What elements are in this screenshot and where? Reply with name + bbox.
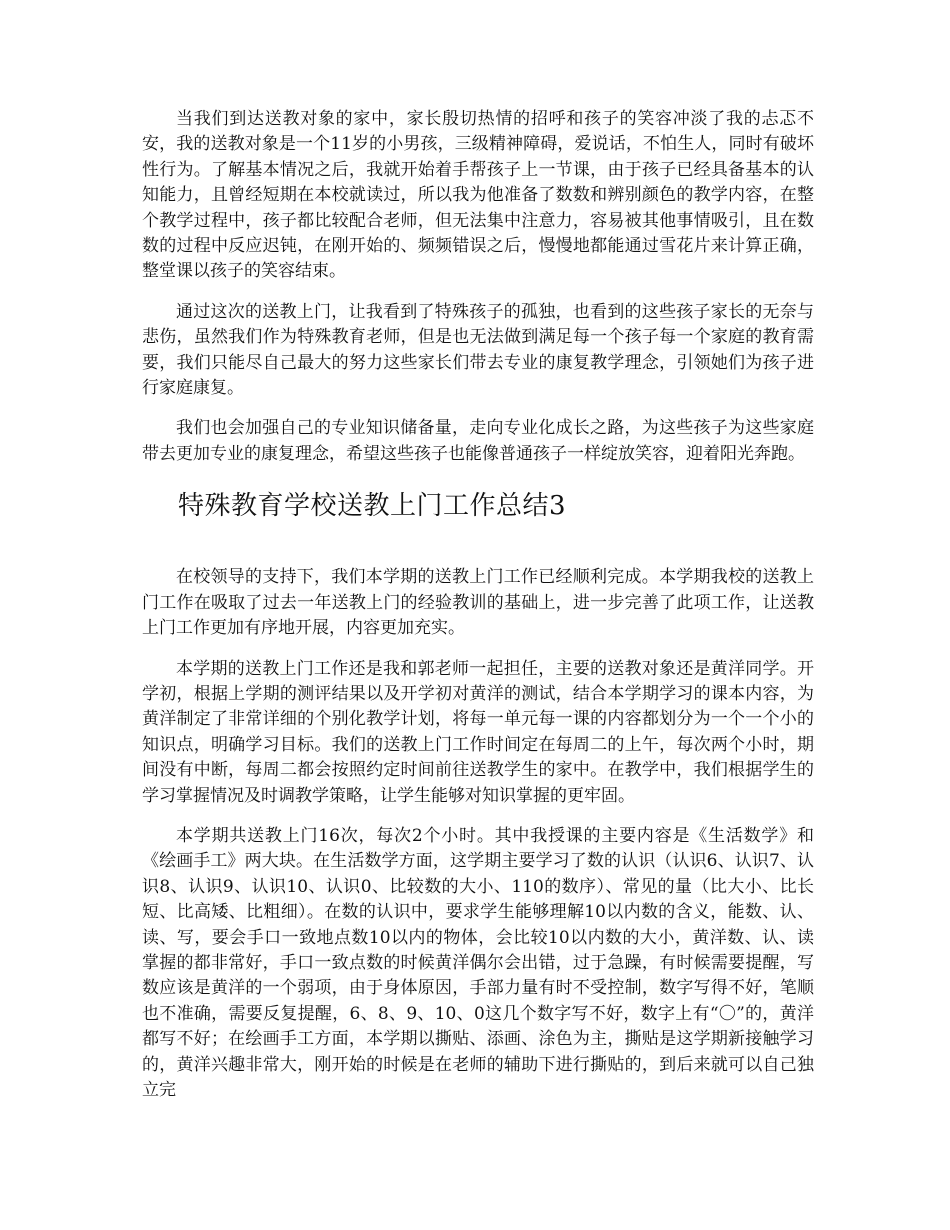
paragraph-commitment: 我们也会加强自己的专业知识储备量，走向专业化成长之路，为这些孩子为这些家庭带去更加专业的康复理念，希望这些孩子也能像普通孩子一样绽放笑容，迎着阳光奔跑。: [142, 418, 814, 464]
paragraph-arrangement: 本学期的送教上门工作还是我和郭老师一起担任，主要的送教对象还是黄洋同学。开学初，根据上学期的测评结果以及开学初对黄洋的测试，结合本学期学习的课本内容，为黄洋制定了非常详细的个别化教学计划，将每一单元每一课的内容都划分为一个一个小的知识点，明确学习目标。我们的送教上门工作时间定在每周二的上午，每次两个小时，期间没有中断，每周二都会按照约定时间前往送教学生的家中。在教学中，我们根据学生的学习掌握情况及时调教学策略，让学生能够对知识掌握的更牢固。: [142, 658, 814, 806]
section-heading: 特殊教育学校送教上门工作总结3: [178, 491, 567, 522]
paragraph-home-visit: 当我们到达送教对象的家中，家长殷切热情的招呼和孩子的笑容冲淡了我的忐忑不安，我的送教对象是一个11岁的小男孩，三级精神障碍，爱说话，不怕生人，同时有破坏性行为。了解基本情况之后，我就开始着手帮孩子上一节课，由于孩子已经具备基本的认知能力，且曾经短期在本校就读过，所以我为他准备了数数和辨别颜色的教学内容，在整个教学过程中，孩子都比较配合老师，但无法集中注意力，容易被其他事情吸引，且在数数的过程中反应迟钝，在刚开始的、频频错误之后，慢慢地都能通过雪花片来计算正确，整堂课以孩子的笑容结束。: [142, 109, 814, 282]
paragraph-reflection: 通过这次的送教上门，让我看到了特殊孩子的孤独，也看到的这些孩子家长的无奈与悲伤，虽然我们作为特殊教育老师，但是也无法做到满足每一个孩子每一个家庭的教育需要，我们只能尽自己最大的努力这些家长们带去专业的康复教学理念，引领她们为孩子进行家庭康复。: [142, 301, 814, 399]
paragraph-teaching-content: 本学期共送教上门16次，每次2个小时。其中我授课的主要内容是《生活数学》和《绘画手工》两大块。在生活数学方面，这学期主要学习了数的认识（认识6、认识7、认识8、认识9、认识10、认识0、比较数的大小、110的数序）、常见的量（比大小、比长短、比高矮、比粗细）。在数的认识中，要求学生能够理解10以内数的含义，能数、认、读、写，要会手口一致地点数10以内的物体，会比较10以内数的大小，黄洋数、认、读掌握的都非常好，手口一致点数的时候黄洋偶尔会出错，过于急躁，有时候需要提醒，写数应该是黄洋的一个弱项，由于身体原因，手部力量有时不受控制，数字写得不好，笔顺也不准确，需要反复提醒，6、8、9、10、0这几个数字写不好，数字上有“〇”的，黄洋都写不好；在绘画手工方面，本学期以撕贴、添画、涂色为主，撕贴是这学期新接触学习的，黄洋兴趣非常大，刚开始的时候是在老师的辅助下进行撕贴的，到后来就可以自己独立完: [142, 825, 814, 1100]
document-page: [142, 107, 814, 1103]
paragraph-introduction: 在校领导的支持下，我们本学期的送教上门工作已经顺利完成。本学期我校的送教上门工作在吸取了过去一年送教上门的经验教训的基础上，进一步完善了此项工作，让送教上门工作更加有序地开展，内容更加充实。: [142, 567, 814, 639]
